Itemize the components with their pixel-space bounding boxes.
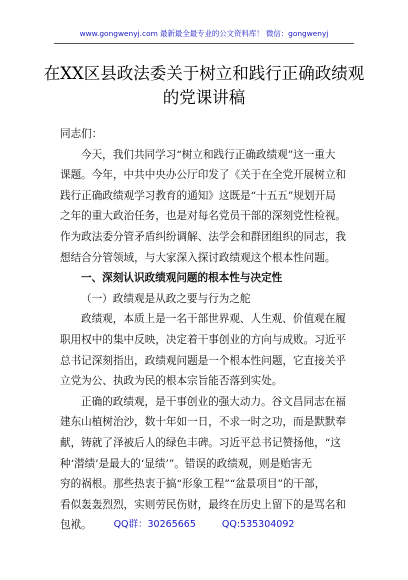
section-heading: 一、深刻认识政绩观问题的根本性与决定性 — [81, 272, 283, 285]
paragraph-line: 作为政法委分管矛盾纠纷调解、法学会和群团组织的同志，我 — [60, 230, 347, 243]
paragraph-line: 种‘潜绩’是最大的‘显绩’”。错误的政绩观，则是贻害无 — [60, 457, 312, 470]
paragraph-line: 政绩观，本质上是一名干部世界观、人生观、价值观在履 — [81, 313, 346, 326]
paragraph-line: 今天，我们共同学习“树立和践行正确政绩观”这一重大 — [81, 148, 336, 161]
paragraph-line: 课题。今年，中共中央办公厅印发了《关于在全党开展树立和 — [60, 169, 347, 182]
paragraph-line: 想结合分管领域，与大家深入探讨政绩观这个根本性问题。 — [60, 251, 336, 264]
qq-group-text: QQ群：30265665 — [113, 519, 196, 530]
paragraph-line: 包袱。 — [60, 519, 92, 532]
header-divider — [54, 43, 354, 44]
document-body — [60, 124, 350, 536]
subsection-heading: （一）政绩观是从政之要与行为之舵 — [81, 292, 251, 305]
paragraph-line: 之年的重大政治任务，也是对每名党员干部的深刻党性检视。 — [60, 210, 347, 223]
qq-text: QQ:535304092 — [221, 519, 295, 530]
paragraph-line: 建东山植树治沙，数十年如一日，不求一时之功，而是默默奉 — [60, 416, 347, 429]
site-header: www.gongwenyj.com 最新最全最专业的公文资料库！ 微信：gongwenyj — [79, 29, 329, 38]
title-line-1: 在XX区县政法委关于树立和践行正确政绩观 — [43, 64, 365, 83]
paragraph-line: 总书记深刻指出，政绩观问题是一个根本性问题，它直接关乎 — [60, 354, 347, 367]
document-title — [30, 62, 378, 110]
paragraph-line: 献，铸就了泽被后人的绿色丰碑。习近平总书记赞扬他，“这 — [60, 436, 341, 449]
paragraph-line: 职用权中的集中反映，决定着干事创业的方向与成败。习近平 — [60, 333, 347, 346]
paragraph-line: 立党为公、执政为民的根本宗旨能否落到实处。 — [60, 375, 283, 388]
salutation: 同志们： — [60, 128, 103, 140]
paragraph-line: 看似轰轰烈烈，实则劳民伤财，最终在历史上留下的是骂名和 — [60, 498, 347, 511]
paragraph-line: 正确的政绩观，是干事创业的强大动力。谷文昌同志在福 — [81, 395, 346, 408]
paragraph-line: 践行正确政绩观学习教育的通知》这既是“十五五”规划开局 — [60, 189, 336, 202]
site-footer — [0, 516, 408, 530]
paragraph-line: 穷的祸根。那些热衷于搞“形象工程”“盆景项目”的干部， — [60, 478, 326, 491]
title-line-2: 的党课讲稿 — [162, 88, 246, 107]
